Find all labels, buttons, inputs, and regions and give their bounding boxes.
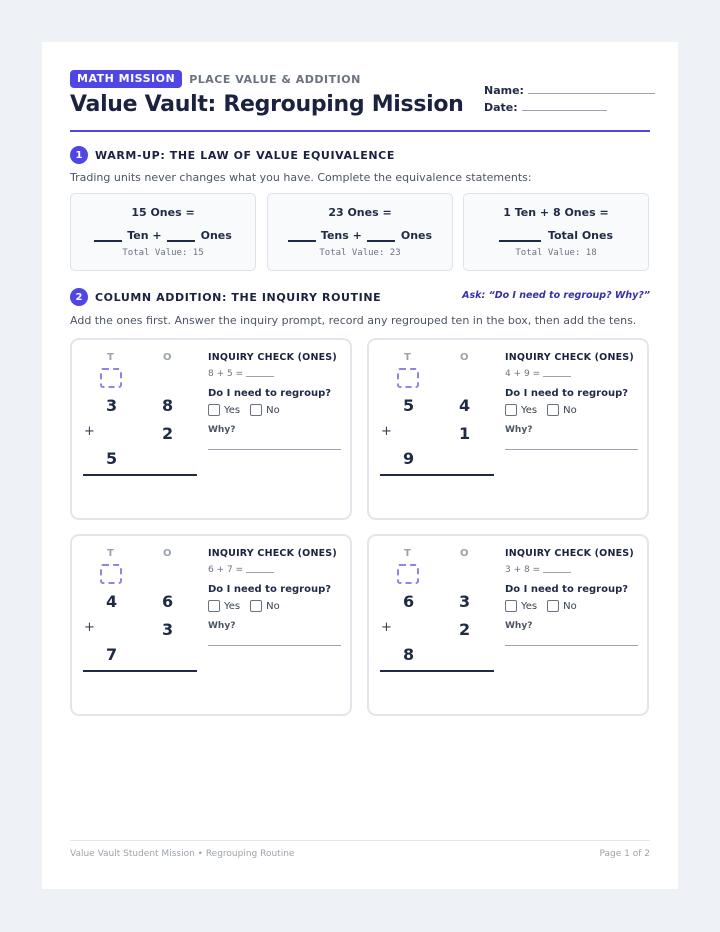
- name-label: Name:: [484, 84, 524, 97]
- ones-column-header: O: [460, 548, 469, 559]
- why-answer-line[interactable]: [505, 645, 638, 646]
- plus-sign: +: [84, 424, 95, 439]
- ones-equation-text: 4 + 9 =: [505, 369, 541, 379]
- addition-problem-card: [70, 534, 352, 716]
- date-line: [522, 110, 607, 111]
- yes-option[interactable]: [505, 600, 537, 612]
- bottom-ones-digit: 3: [162, 620, 174, 639]
- regroup-box[interactable]: [100, 368, 122, 388]
- bottom-tens-digit: 9: [403, 449, 415, 468]
- equivalence-statement: 15 Ones =: [131, 206, 195, 219]
- why-label: Why?: [208, 425, 236, 435]
- why-answer-line[interactable]: [208, 645, 341, 646]
- bottom-ones-digit: 2: [162, 424, 174, 443]
- regroup-question: Do I need to regroup?: [208, 388, 332, 399]
- equivalence-card: [70, 193, 256, 271]
- tens-column-header: T: [107, 352, 114, 363]
- no-option[interactable]: [250, 600, 280, 612]
- regroup-box[interactable]: [397, 564, 419, 584]
- equivalence-card: [267, 193, 453, 271]
- top-tens-digit: 4: [106, 592, 118, 611]
- regroup-question: Do I need to regroup?: [505, 584, 629, 595]
- tens-column-header: T: [404, 548, 411, 559]
- addition-heading: [70, 288, 381, 306]
- why-label: Why?: [505, 621, 533, 631]
- bottom-tens-digit: 5: [106, 449, 118, 468]
- unit-label: Tens +: [320, 229, 362, 242]
- no-label: No: [266, 600, 280, 612]
- answer-blank[interactable]: [499, 240, 541, 242]
- equivalence-fill-row: [71, 226, 255, 242]
- top-tens-digit: 5: [403, 396, 415, 415]
- yes-checkbox[interactable]: [208, 404, 220, 416]
- regroup-options: [505, 404, 639, 416]
- yes-checkbox[interactable]: [505, 600, 517, 612]
- ones-column-header: O: [460, 352, 469, 363]
- plus-sign: +: [84, 620, 95, 635]
- addition-description: Add the ones first. Answer the inquiry prompt, record any regrouped ten in the box, then add the tens.: [70, 314, 637, 327]
- addition-problem-card: [367, 338, 649, 520]
- no-checkbox[interactable]: [250, 404, 262, 416]
- top-ones-digit: 6: [162, 592, 174, 611]
- addition-problem-card: [367, 534, 649, 716]
- ones-equation-text: 8 + 5 =: [208, 369, 244, 379]
- inquiry-title: INQUIRY CHECK (ONES): [505, 548, 634, 559]
- date-field[interactable]: [484, 97, 655, 114]
- section-title: WARM-UP: THE LAW OF VALUE EQUIVALENCE: [95, 148, 395, 162]
- total-value: Total Value: 15: [122, 248, 204, 258]
- no-checkbox[interactable]: [547, 600, 559, 612]
- no-option[interactable]: [250, 404, 280, 416]
- footer-divider: [70, 840, 650, 841]
- no-label: No: [563, 404, 577, 416]
- yes-label: Yes: [224, 600, 241, 612]
- bottom-tens-digit: 7: [106, 645, 118, 664]
- section-number-badge: 1: [70, 146, 88, 164]
- tens-column-header: T: [107, 548, 114, 559]
- total-value: Total Value: 23: [319, 248, 401, 258]
- footer-left: Value Vault Student Mission • Regrouping Routine: [70, 849, 295, 859]
- regroup-question: Do I need to regroup?: [208, 584, 332, 595]
- warmup-heading: [70, 146, 395, 164]
- inquiry-check: [505, 352, 639, 450]
- ones-equation: [208, 565, 342, 575]
- sum-line: [380, 670, 494, 672]
- sum-line: [380, 474, 494, 476]
- answer-blank[interactable]: [94, 240, 122, 242]
- no-label: No: [563, 600, 577, 612]
- equivalence-statement: 23 Ones =: [328, 206, 392, 219]
- yes-option[interactable]: [505, 404, 537, 416]
- no-label: No: [266, 404, 280, 416]
- yes-label: Yes: [521, 600, 538, 612]
- yes-option[interactable]: [208, 600, 240, 612]
- ones-answer-blank[interactable]: [543, 572, 571, 573]
- ones-equation: [505, 369, 639, 379]
- warmup-description: Trading units never changes what you have. Complete the equivalence statements:: [70, 171, 532, 184]
- inquiry-check: [505, 548, 639, 646]
- yes-label: Yes: [224, 404, 241, 416]
- regroup-options: [208, 404, 342, 416]
- ones-equation: [505, 565, 639, 575]
- no-option[interactable]: [547, 404, 577, 416]
- bottom-ones-digit: 2: [459, 620, 471, 639]
- top-tens-digit: 6: [403, 592, 415, 611]
- yes-label: Yes: [521, 404, 538, 416]
- page-number: Page 1 of 2: [599, 849, 650, 859]
- ones-equation: [208, 369, 342, 379]
- inquiry-check: [208, 548, 342, 646]
- sum-line: [83, 670, 197, 672]
- answer-blank[interactable]: [367, 240, 395, 242]
- equivalence-card: [463, 193, 649, 271]
- section-number-badge: 2: [70, 288, 88, 306]
- regroup-box[interactable]: [397, 368, 419, 388]
- inquiry-title: INQUIRY CHECK (ONES): [505, 352, 634, 363]
- equivalence-fill-row: [268, 226, 452, 242]
- regroup-box[interactable]: [100, 564, 122, 584]
- ones-equation-text: 6 + 7 =: [208, 565, 244, 575]
- yes-checkbox[interactable]: [208, 600, 220, 612]
- sum-line: [83, 474, 197, 476]
- regroup-options: [505, 600, 639, 612]
- inquiry-prompt: Ask: “Do I need to regroup? Why?”: [462, 290, 650, 301]
- unit-label: Ones: [200, 229, 232, 242]
- total-value: Total Value: 18: [515, 248, 597, 258]
- equivalence-fill-row: [464, 226, 648, 242]
- unit-label: Total Ones: [547, 229, 614, 242]
- yes-checkbox[interactable]: [505, 404, 517, 416]
- answer-blank[interactable]: [167, 240, 195, 242]
- date-label: Date:: [484, 101, 518, 114]
- top-ones-digit: 4: [459, 396, 471, 415]
- ones-column-header: O: [163, 352, 172, 363]
- ones-answer-blank[interactable]: [543, 376, 571, 377]
- plus-sign: +: [381, 424, 392, 439]
- why-answer-line[interactable]: [505, 449, 638, 450]
- page-title: Value Vault: Regrouping Mission: [70, 92, 464, 117]
- addition-problem-card: [70, 338, 352, 520]
- bottom-tens-digit: 8: [403, 645, 415, 664]
- math-mission-badge: MATH MISSION: [70, 70, 182, 88]
- inquiry-title: INQUIRY CHECK (ONES): [208, 352, 337, 363]
- no-checkbox[interactable]: [547, 404, 559, 416]
- header-divider: [70, 130, 650, 132]
- name-field[interactable]: [484, 80, 655, 97]
- header-subtitle: PLACE VALUE & ADDITION: [189, 72, 361, 86]
- no-option[interactable]: [547, 600, 577, 612]
- inquiry-check: [208, 352, 342, 450]
- worksheet-page: [42, 42, 678, 889]
- ones-answer-blank[interactable]: [246, 376, 274, 377]
- inquiry-title: INQUIRY CHECK (ONES): [208, 548, 337, 559]
- ones-equation-text: 3 + 8 =: [505, 565, 541, 575]
- ones-column-header: O: [163, 548, 172, 559]
- regroup-options: [208, 600, 342, 612]
- regroup-question: Do I need to regroup?: [505, 388, 629, 399]
- unit-label: Ten +: [127, 229, 162, 242]
- top-ones-digit: 8: [162, 396, 174, 415]
- header-badge-row: [70, 70, 361, 88]
- name-line: [528, 93, 655, 94]
- bottom-ones-digit: 1: [459, 424, 471, 443]
- answer-blank[interactable]: [288, 240, 316, 242]
- plus-sign: +: [381, 620, 392, 635]
- section-title: COLUMN ADDITION: THE INQUIRY ROUTINE: [95, 290, 382, 304]
- why-label: Why?: [208, 621, 236, 631]
- tens-column-header: T: [404, 352, 411, 363]
- equivalence-statement: 1 Ten + 8 Ones =: [503, 206, 609, 219]
- ones-answer-blank[interactable]: [246, 572, 274, 573]
- yes-option[interactable]: [208, 404, 240, 416]
- top-ones-digit: 3: [459, 592, 471, 611]
- no-checkbox[interactable]: [250, 600, 262, 612]
- unit-label: Ones: [400, 229, 433, 242]
- top-tens-digit: 3: [106, 396, 118, 415]
- why-answer-line[interactable]: [208, 449, 341, 450]
- student-fields: [484, 80, 655, 114]
- why-label: Why?: [505, 425, 533, 435]
